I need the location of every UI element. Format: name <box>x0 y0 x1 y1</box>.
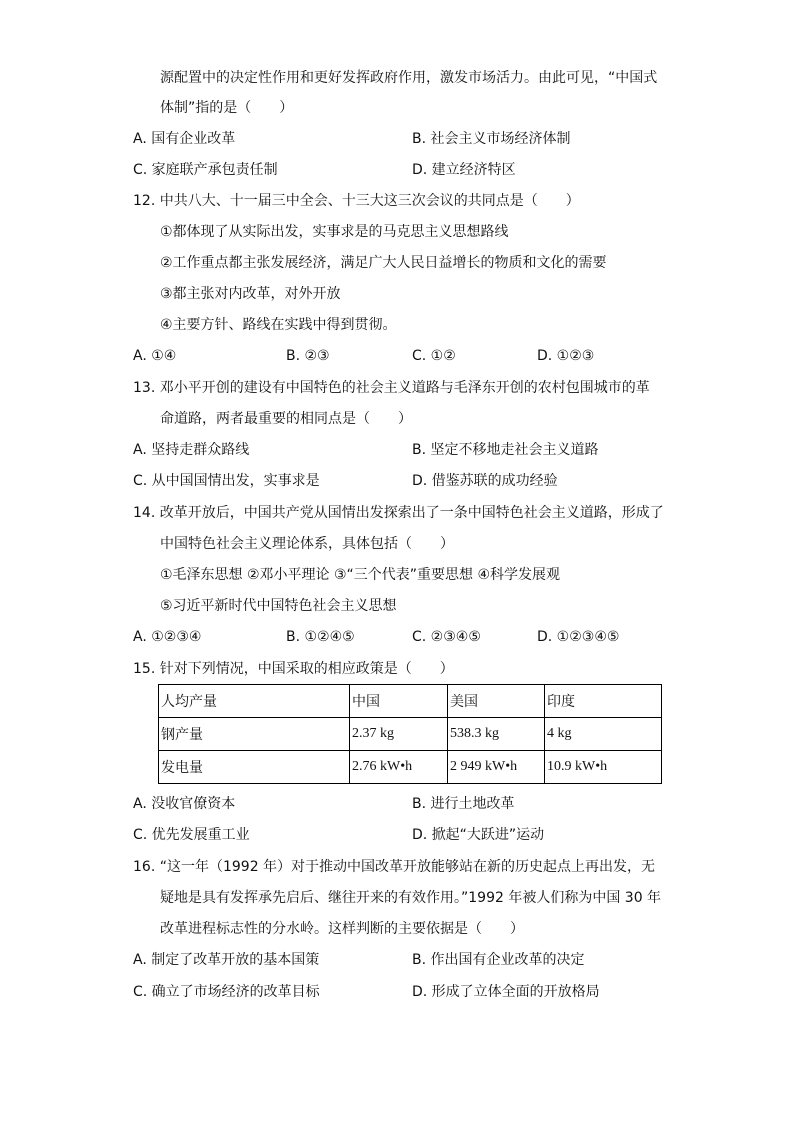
q12-item-4: ④主要方针、路线在实践中得到贯彻。 <box>160 317 397 333</box>
q15-data-table <box>158 684 662 784</box>
q14-option-d: D. ①②③④⑤ <box>537 629 620 645</box>
q16-stem-line3: 改革进程标志性的分水岭。这样判断的主要依据是（ ） <box>160 921 524 937</box>
q14-option-c: C. ②③④⑤ <box>412 629 481 645</box>
q14-item-2: ⑤习近平新时代中国特色社会主义思想 <box>160 598 397 614</box>
q12-option-d: D. ①②③ <box>537 348 595 364</box>
table-row <box>159 718 662 751</box>
q16-option-b: B. 作出国有企业改革的决定 <box>412 952 585 968</box>
q16-option-a: A. 制定了改革开放的基本国策 <box>133 952 320 968</box>
q15-option-b: B. 进行土地改革 <box>412 796 515 812</box>
q15-option-d: D. 掀起“大跃进”运动 <box>412 827 545 843</box>
q12-option-a: A. ①④ <box>133 348 177 364</box>
table-cell: 2.37 kg <box>350 718 448 751</box>
q16-stem-line1: 16. “这一年（1992 年）对于推动中国改革开放能够站在新的历史起点上再出发，无 <box>133 859 656 875</box>
table-cell: 2.76 kW•h <box>350 751 448 784</box>
q13-option-a: A. 坚持走群众路线 <box>133 442 250 458</box>
q15-stem: 15. 针对下列情况，中国采取的相应政策是（ ） <box>133 661 454 677</box>
q12-item-1: ①都体现了从实际出发，实事求是的马克思主义思想路线 <box>160 224 509 240</box>
q11-option-b: B. 社会主义市场经济体制 <box>412 131 571 147</box>
q14-item-1: ①毛泽东思想 ②邓小平理论 ③“三个代表”重要思想 ④科学发展观 <box>160 567 561 583</box>
q16-stem-line2: 疑地是具有发挥承先启后、继往开来的有效作用。”1992 年被人们称为中国 30 年 <box>160 890 662 906</box>
q12-stem: 12. 中共八大、十一届三中全会、十三大这三次会议的共同点是（ ） <box>133 193 580 209</box>
table-header-cell: 中国 <box>350 685 448 718</box>
q15-option-a: A. 没收官僚资本 <box>133 796 236 812</box>
q12-option-c: C. ①② <box>412 348 456 364</box>
table-header-cell: 美国 <box>448 685 545 718</box>
table-header-cell: 印度 <box>545 685 662 718</box>
q13-option-d: D. 借鉴苏联的成功经验 <box>412 473 558 489</box>
q14-stem-line2: 中国特色社会主义理论体系，具体包括（ ） <box>160 536 454 552</box>
q12-item-3: ③都主张对内改革，对外开放 <box>160 286 341 302</box>
q13-stem-line1: 13. 邓小平开创的建设有中国特色的社会主义道路与毛泽东开创的农村包围城市的革 <box>133 380 650 396</box>
table-header-row <box>159 685 662 718</box>
q11-stem-line1: 源配置中的决定性作用和更好发挥政府作用，激发市场活力。由此可见，“中国式 <box>160 70 658 86</box>
table-cell: 发电量 <box>159 751 350 784</box>
q14-stem-line1: 14. 改革开放后，中国共产党从国情出发探索出了一条中国特色社会主义道路，形成了 <box>133 505 664 521</box>
q11-option-c: C. 家庭联产承包责任制 <box>133 162 278 178</box>
q12-option-b: B. ②③ <box>286 348 330 364</box>
q12-item-2: ②工作重点都主张发展经济，满足广大人民日益增长的物质和文化的需要 <box>160 255 607 271</box>
table-header-cell: 人均产量 <box>159 685 350 718</box>
q11-option-a: A. 国有企业改革 <box>133 131 236 147</box>
table-row <box>159 751 662 784</box>
q14-option-a: A. ①②③④ <box>133 629 202 645</box>
q13-option-b: B. 坚定不移地走社会主义道路 <box>412 442 599 458</box>
table-cell: 538.3 kg <box>448 718 545 751</box>
q11-stem-line2: 体制”指的是（ ） <box>160 100 294 116</box>
q13-option-c: C. 从中国国情出发，实事求是 <box>133 473 320 489</box>
q14-option-b: B. ①②④⑤ <box>286 629 355 645</box>
table-cell: 10.9 kW•h <box>545 751 662 784</box>
q15-option-c: C. 优先发展重工业 <box>133 827 250 843</box>
q13-stem-line2: 命道路，两者最重要的相同点是（ ） <box>160 411 412 427</box>
table-cell: 4 kg <box>545 718 662 751</box>
table-cell: 2 949 kW•h <box>448 751 545 784</box>
q11-option-d: D. 建立经济特区 <box>412 162 516 178</box>
q16-option-c: C. 确立了市场经济的改革目标 <box>133 984 320 1000</box>
q16-option-d: D. 形成了立体全面的开放格局 <box>412 984 600 1000</box>
table-cell: 钢产量 <box>159 718 350 751</box>
